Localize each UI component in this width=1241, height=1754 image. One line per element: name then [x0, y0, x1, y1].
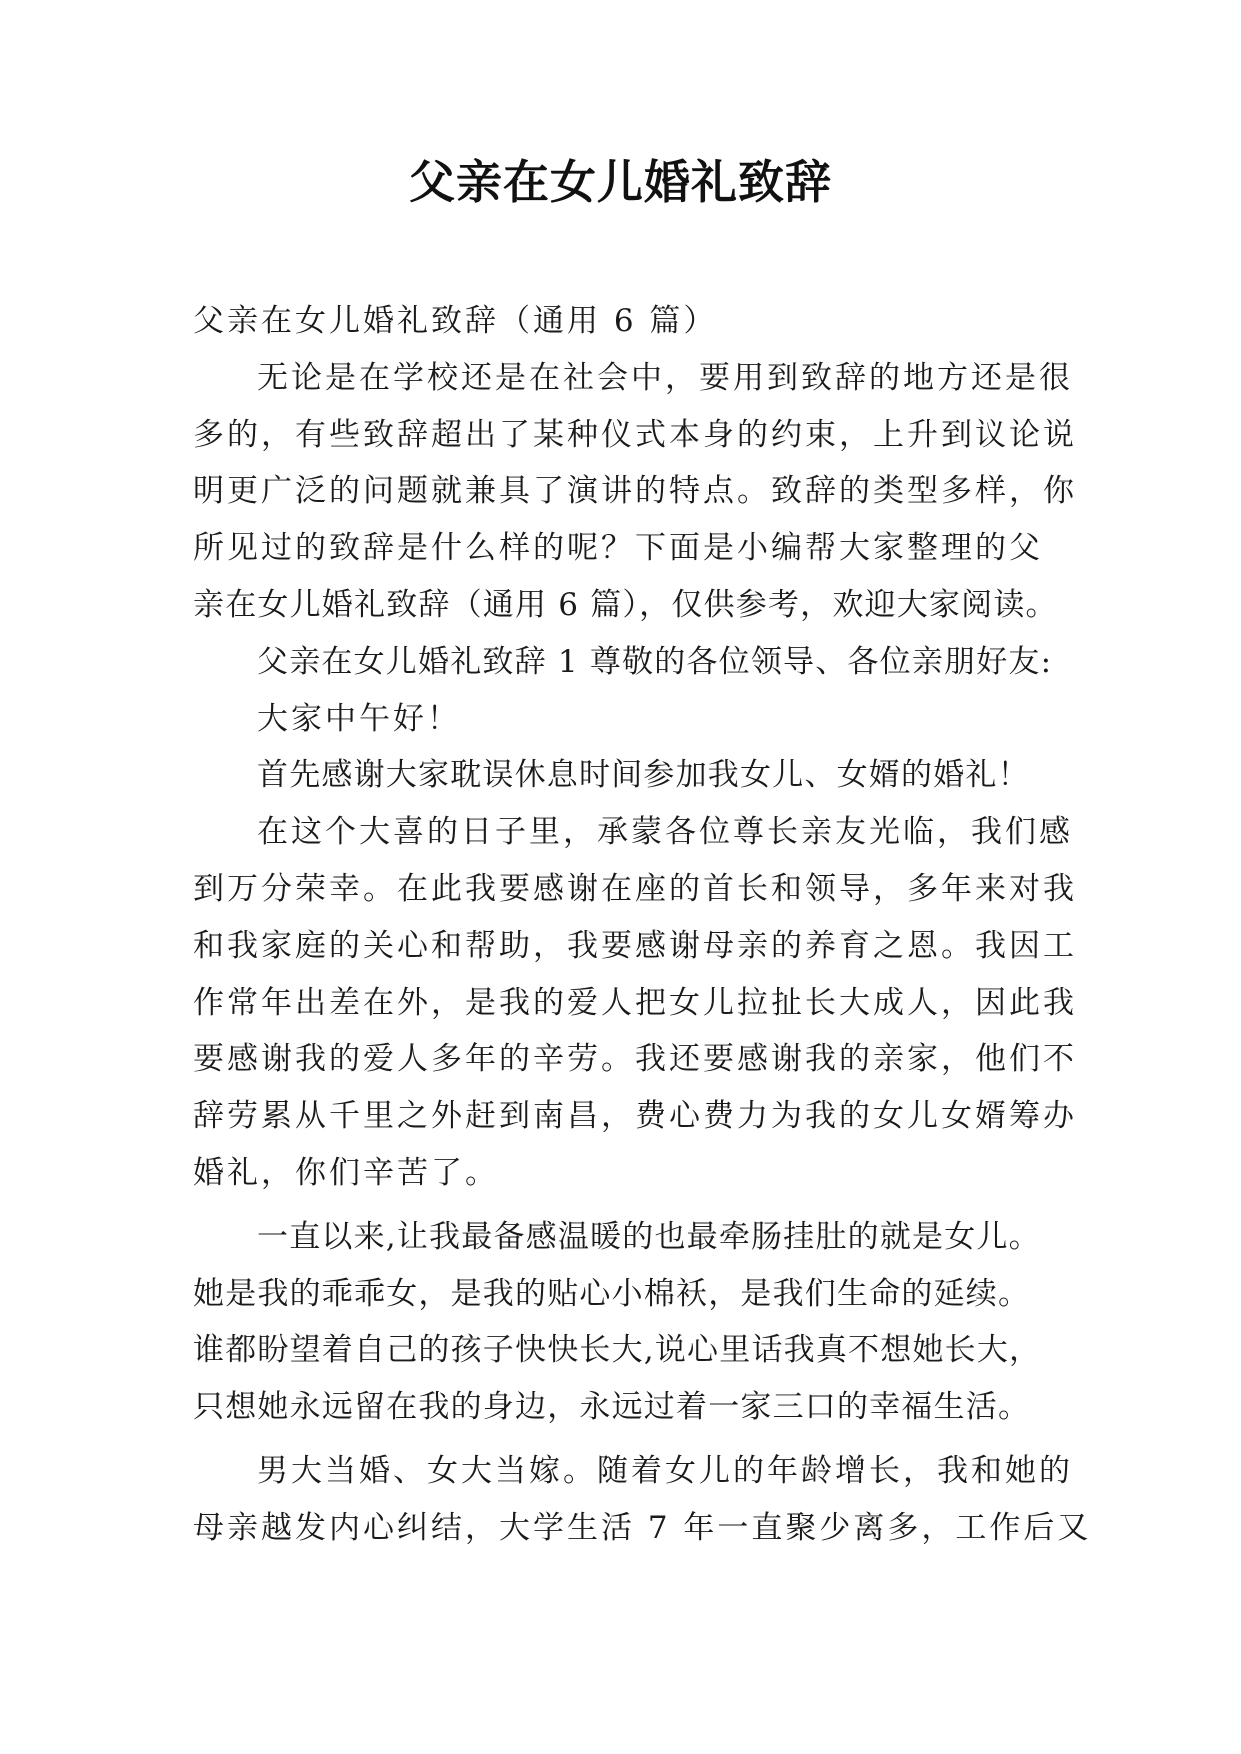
- paragraph-line: 要感谢我的爱人多年的辛劳。我还要感谢我的亲家，他们不: [193, 1041, 1077, 1078]
- paragraph-line: 大家中午好！: [257, 700, 461, 737]
- paragraph-line: 无论是在学校还是在社会中，要用到致辞的地方还是很: [257, 359, 1073, 396]
- paragraph-line: 所见过的致辞是什么样的呢？下面是小编帮大家整理的父: [193, 530, 1043, 567]
- paragraph-line: 多的，有些致辞超出了某种仪式本身的约束，上升到议论说: [193, 416, 1077, 453]
- paragraph-line: 只想她永远留在我的身边，永远过着一家三口的幸福生活。: [193, 1389, 1031, 1426]
- paragraph-line: 亲在女儿婚礼致辞（通用 6 篇），仅供参考，欢迎大家阅读。: [193, 586, 1058, 623]
- paragraph-line: 她是我的乖乖女，是我的贴心小棉袄，是我们生命的延续。: [193, 1275, 1031, 1312]
- paragraph-line: 谁都盼望着自己的孩子快快长大,说心里话我真不想她长大，: [193, 1332, 1042, 1369]
- paragraph-line: 婚礼，你们辛苦了。: [193, 1154, 499, 1191]
- paragraph-line: 辞劳累从千里之外赶到南昌，费心费力为我的女儿女婿筹办: [193, 1098, 1077, 1135]
- document-body: [193, 293, 1092, 1557]
- paragraph-line: 首先感谢大家耽误休息时间参加我女儿、女婿的婚礼！: [257, 757, 1030, 794]
- paragraph-line: 一直以来,让我最备感温暖的也最牵肠挂肚的就是女儿。: [257, 1218, 1041, 1255]
- paragraph-line: 作常年出差在外，是我的爱人把女儿拉扯长大成人，因此我: [193, 984, 1077, 1021]
- document-title: 父亲在女儿婚礼致辞: [409, 155, 832, 209]
- paragraph-line: 明更广泛的问题就兼具了演讲的特点。致辞的类型多样，你: [193, 473, 1077, 510]
- paragraph-line: 在这个大喜的日子里，承蒙各位尊长亲友光临，我们感: [257, 814, 1073, 851]
- paragraph-line: 父亲在女儿婚礼致辞 1 尊敬的各位领导、各位亲朋好友:: [257, 643, 1053, 680]
- paragraph-line: 到万分荣幸。在此我要感谢在座的首长和领导，多年来对我: [193, 870, 1077, 907]
- paragraph-line: 和我家庭的关心和帮助，我要感谢母亲的养育之恩。我因工: [193, 927, 1077, 964]
- subtitle-line: 父亲在女儿婚礼致辞（通用 6 篇）: [193, 303, 718, 339]
- paragraph-line: 男大当婚、女大当嫁。随着女儿的年龄增长，我和她的: [257, 1452, 1073, 1489]
- paragraph-line: 母亲越发内心纠结，大学生活 7 年一直聚少离多，工作后又: [193, 1509, 1092, 1546]
